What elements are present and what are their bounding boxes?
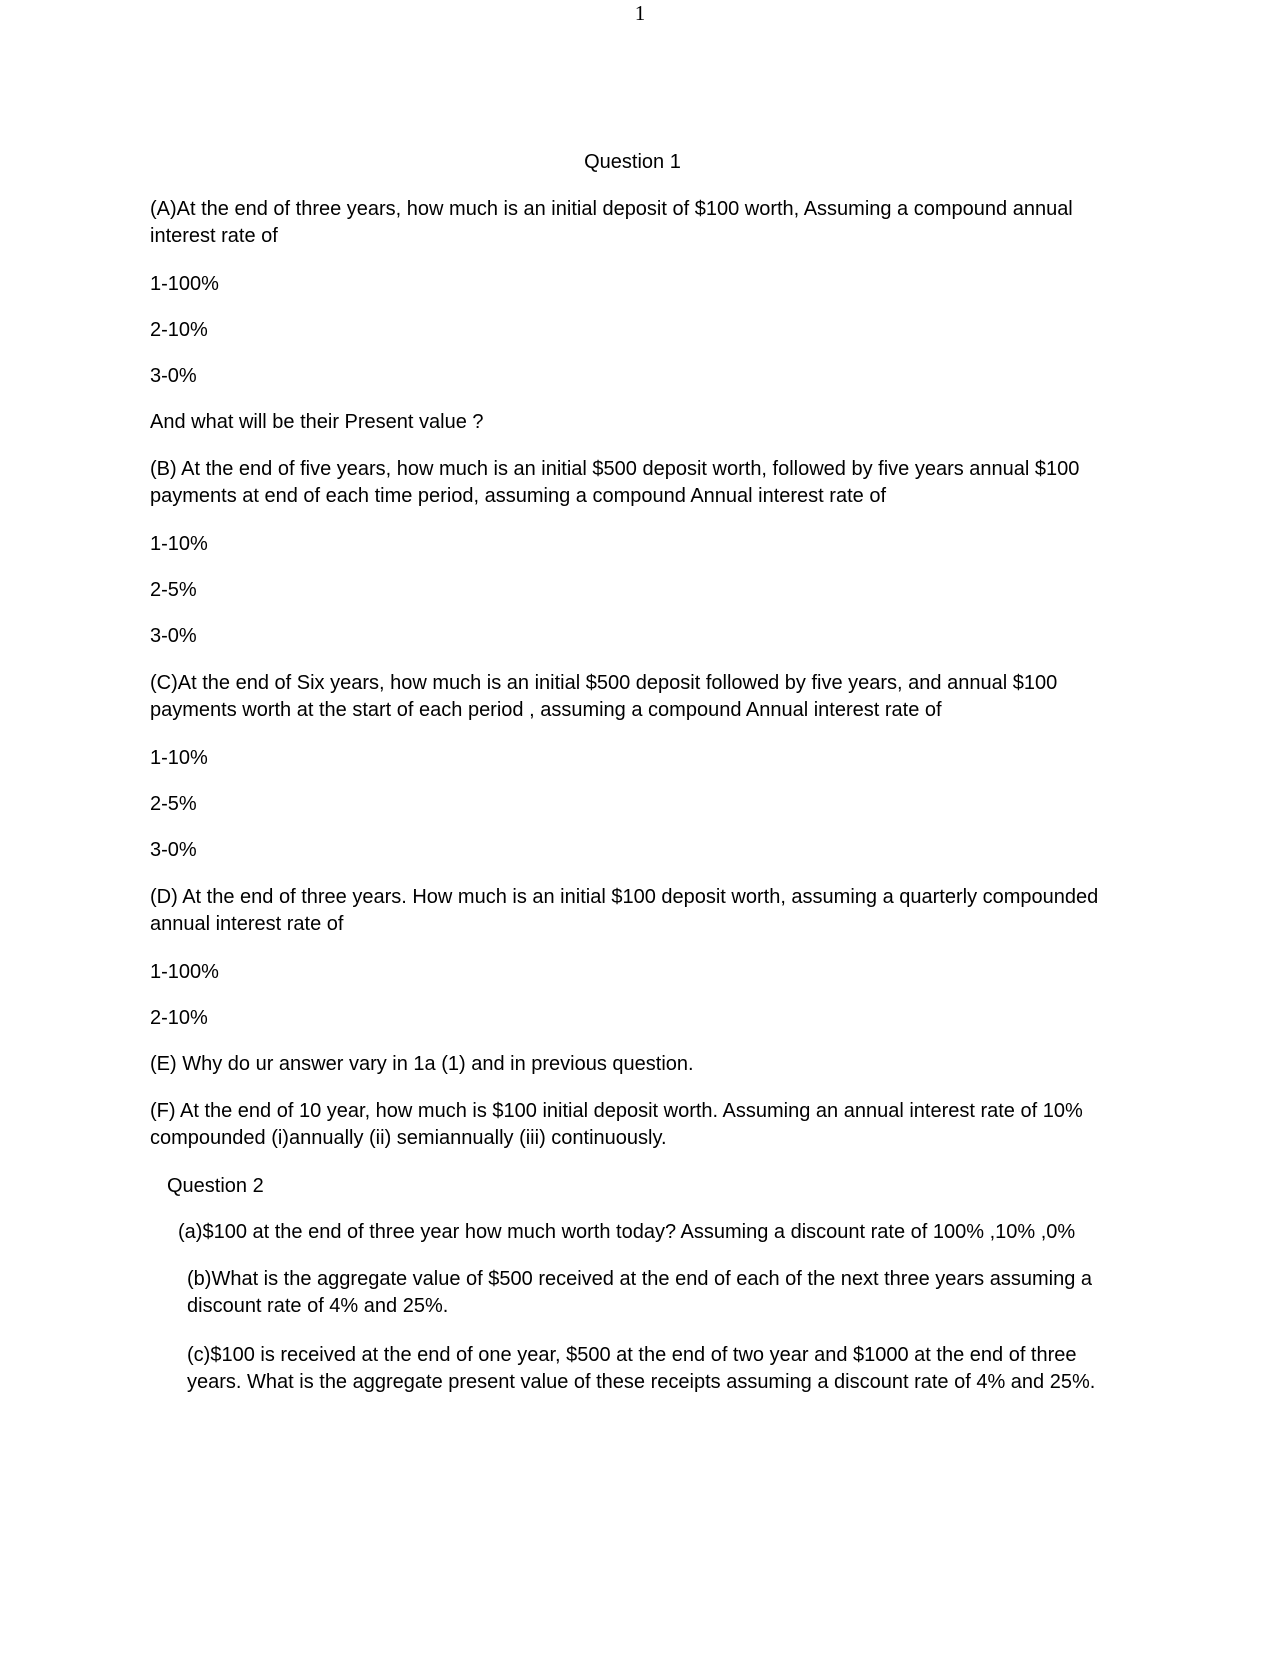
- question-1d-text: (D) At the end of three years. How much is an initial $100 deposit worth, assuming a quarterly compounded annual interest rate of: [150, 886, 1099, 935]
- question-1f-text: (F) At the end of 10 year, how much is $100 initial deposit worth. Assuming an annual interest rate of 10% compounded (i)annually (ii) semiannually (iii) continuously.: [150, 1100, 1083, 1149]
- question-1c-text: (C)At the end of Six years, how much is an initial $500 deposit followed by five years, and annual $100 payments worth at the start of each period , assuming a compound Annual interest rate of: [150, 672, 1058, 721]
- question-1c-option-3: 3-0%: [150, 839, 197, 861]
- question-2-title: Question 2: [167, 1175, 264, 1197]
- question-2b-text: (b)What is the aggregate value of $500 received at the end of each of the next three years assuming a discount rate of 4% and 25%.: [187, 1268, 1092, 1317]
- question-2a-text: (a)$100 at the end of three year how much worth today? Assuming a discount rate of 100% ,10% ,0%: [178, 1221, 1076, 1243]
- question-1a-followup: And what will be their Present value ?: [150, 411, 484, 433]
- document-body: [150, 150, 1135, 1418]
- page-number: 1: [634, 1, 646, 25]
- question-1b-option-2: 2-5%: [150, 579, 197, 601]
- question-2c-text: (c)$100 is received at the end of one year, $500 at the end of two year and $1000 at the end of three years. What is the aggregate present value of these receipts assuming a discount rate of 4% and 25%.: [187, 1344, 1096, 1393]
- question-1d-option-2: 2-10%: [150, 1007, 208, 1029]
- question-1a-option-2: 2-10%: [150, 319, 208, 341]
- question-1c-option-2: 2-5%: [150, 793, 197, 815]
- question-1a-text: (A)At the end of three years, how much is an initial deposit of $100 worth, Assuming a compound annual interest rate of: [150, 198, 1073, 247]
- question-1a-option-3: 3-0%: [150, 365, 197, 387]
- question-1-title: Question 1: [584, 151, 681, 173]
- question-1d-option-1: 1-100%: [150, 961, 219, 983]
- question-1a-option-1: 1-100%: [150, 273, 219, 295]
- question-1b-text: (B) At the end of five years, how much is an initial $500 deposit worth, followed by five years annual $100 payments at end of each time period, assuming a compound Annual interest rate of: [150, 458, 1080, 507]
- question-1b-option-1: 1-10%: [150, 533, 208, 555]
- question-1e-text: (E) Why do ur answer vary in 1a (1) and in previous question.: [150, 1053, 694, 1075]
- question-1c-option-1: 1-10%: [150, 747, 208, 769]
- question-1b-option-3: 3-0%: [150, 625, 197, 647]
